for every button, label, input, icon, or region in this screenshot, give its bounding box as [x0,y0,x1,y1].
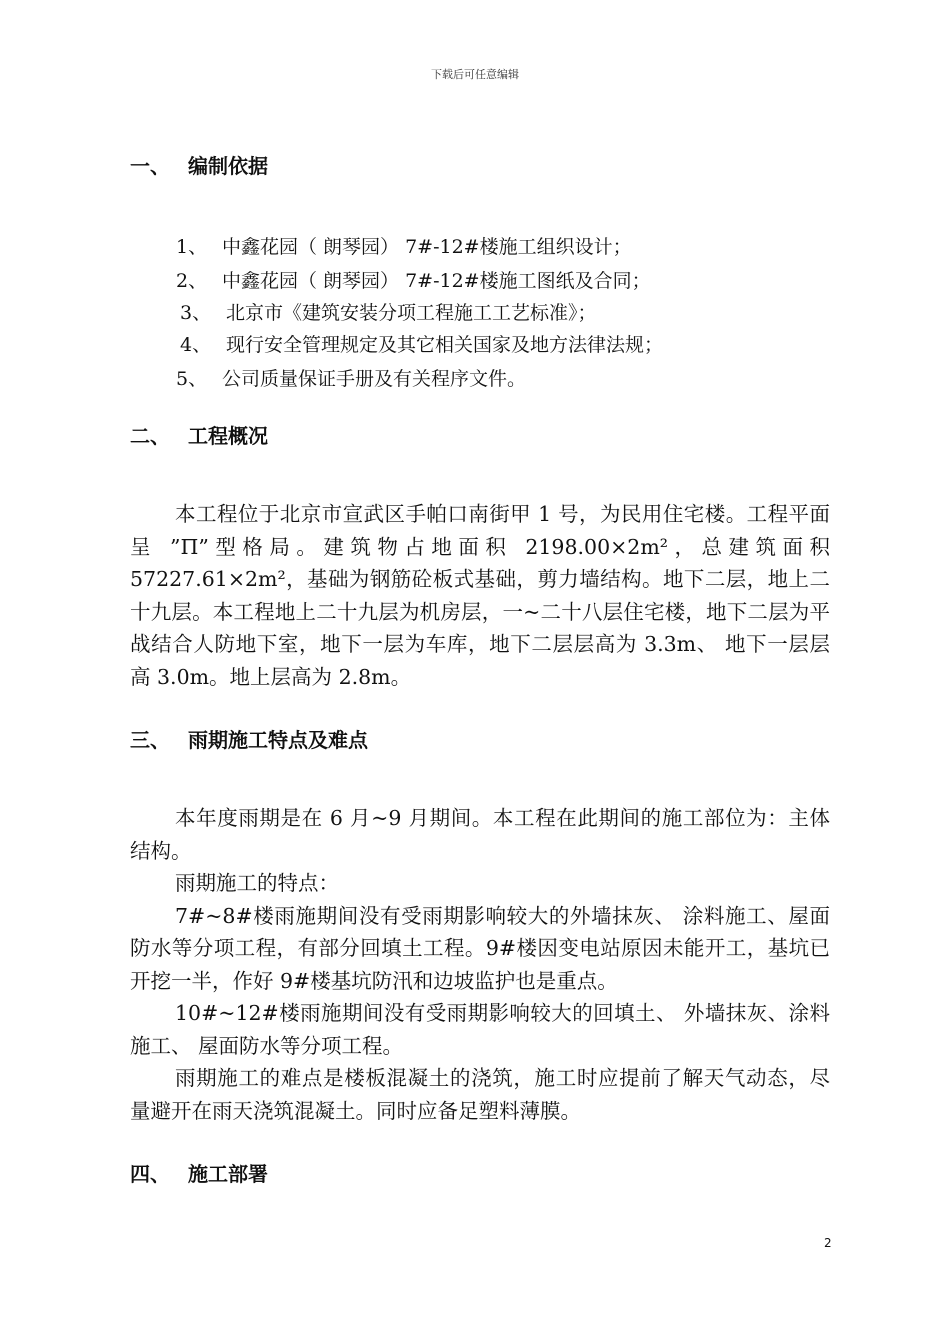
list-text: 中鑫花园（ 朗琴园） 7#-12#楼施工图纸及合同； [222,270,651,292]
list-number: 1、 [176,236,208,258]
list-item [176,232,632,259]
header-note: 下载后可任意编辑 [431,68,519,81]
section-heading-3 [130,724,368,753]
rainy-paragraph: 7#~8#楼雨施期间没有受雨期影响较大的外墙抹灰、 涂料施工、屋面防水等分项工程，有部分回填土工程。9#楼因变电站原因未能开工，基坑已开挖一半，作好 9#楼基坑防汛和边坡监护也是重点。 [130,903,830,993]
section-heading-4 [130,1158,268,1187]
list-item [180,298,597,325]
list-text: 现行安全管理规定及其它相关国家及地方法律法规； [226,334,664,356]
section-number: 一、 [130,154,170,178]
rainy-season-block [130,802,830,1127]
list-number: 3、 [180,302,212,324]
section-number: 四、 [130,1162,170,1186]
section-number: 二、 [130,424,170,448]
section-heading-2 [130,420,268,449]
overview-text: 本工程位于北京市宣武区手帕口南街甲 1 号，为民用住宅楼。工程平面呈 ”Π”型格局。建筑物占地面积 2198.00×2m²，总建筑面积 57227.61×2m²，基础为钢筋砼板式基础，剪力墙结构。地下二层，地上二十九层。本工程地上二十九层为机房层，一~二十八层住宅楼，地下二层为平战结合人防地下室，地下一层为车库，地下二层层高为 3.3m、 地下一层层高 3.0m。地上层高为 2.8m。 [130,502,830,689]
section-number: 三、 [130,728,170,752]
list-number: 4、 [180,334,212,356]
rainy-paragraph: 雨期施工的难点是楼板混凝土的浇筑，施工时应提前了解天气动态，尽量避开在雨天浇筑混凝土。同时应备足塑料薄膜。 [130,1066,830,1123]
overview-paragraph [130,498,830,693]
list-text: 中鑫花园（ 朗琴园） 7#-12#楼施工组织设计； [222,236,632,258]
list-item [180,330,663,357]
section-title: 编制依据 [188,154,268,178]
list-number: 5、 [176,368,208,390]
rainy-paragraph: 10#~12#楼雨施期间没有受雨期影响较大的回填土、 外墙抹灰、涂料施工、 屋面防水等分项工程。 [130,1001,830,1058]
rainy-paragraph: 雨期施工的特点： [175,871,339,895]
list-number: 2、 [176,270,208,292]
section-title: 工程概况 [188,424,268,448]
list-text: 北京市《建筑安装分项工程施工工艺标准》； [226,302,597,324]
section-title: 雨期施工特点及难点 [188,728,368,752]
page-number: 2 [824,1236,832,1250]
rainy-paragraph: 本年度雨期是在 6 月~9 月期间。本工程在此期间的施工部位为：主体结构。 [130,806,830,863]
list-item [176,266,651,293]
section-title: 施工部署 [188,1162,268,1186]
list-item [176,364,526,391]
list-text: 公司质量保证手册及有关程序文件。 [222,368,527,390]
section-heading-1 [130,150,268,179]
